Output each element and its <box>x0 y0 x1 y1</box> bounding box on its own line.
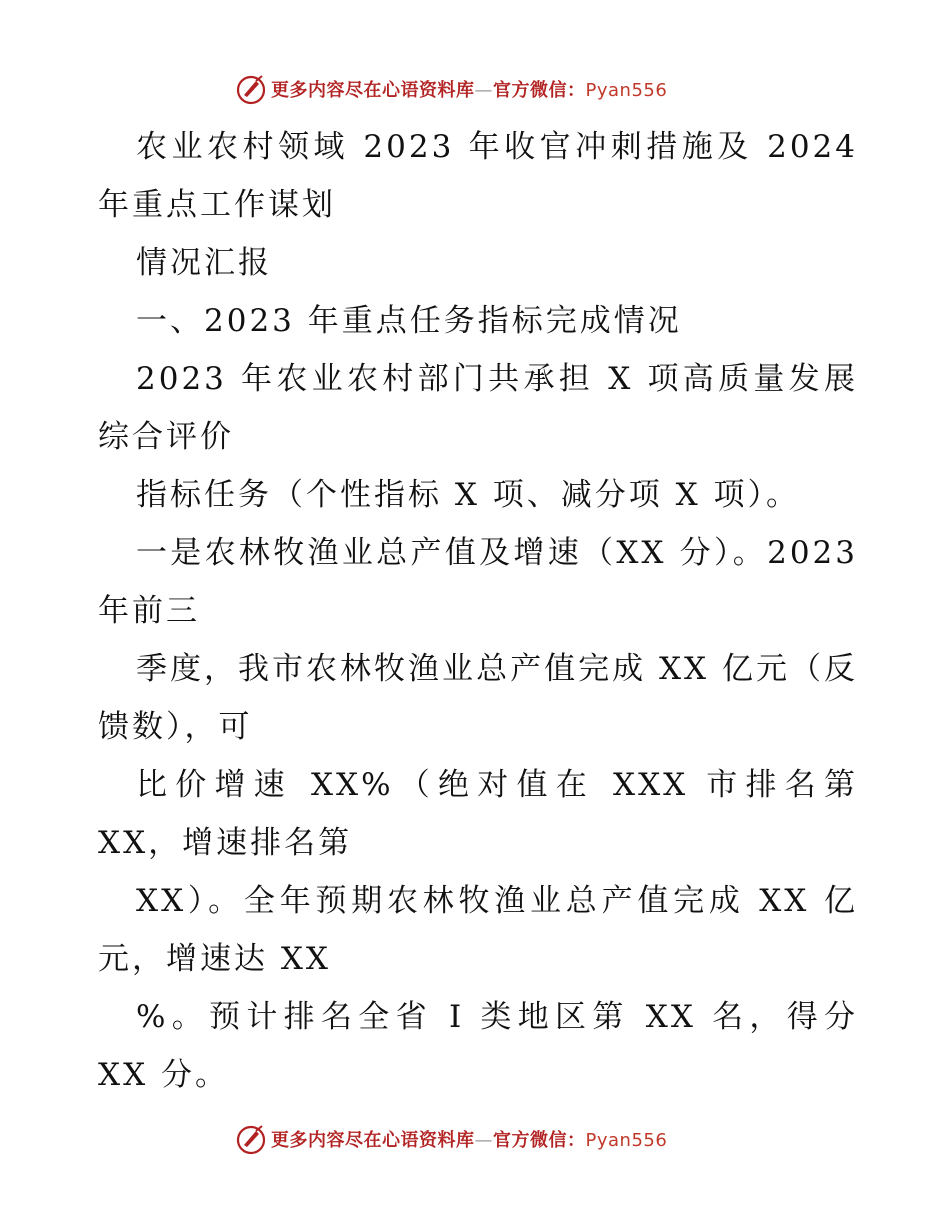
paragraph: 指标任务（个性指标 X 项、减分项 X 项）。 <box>136 477 801 513</box>
paragraph-title: 农业农村领域 2023 年收官冲刺措施及 2024 年重点工作谋划 <box>98 129 858 223</box>
watermark-brand: 更多内容尽在心语资料库 <box>271 80 475 101</box>
paragraph-subtitle: 情况汇报 <box>136 245 272 281</box>
watermark-contact: 官方微信： <box>493 1130 586 1151</box>
paragraph: XX）。全年预期农林牧渔业总产值完成 XX 亿元，增速达 XX <box>98 883 858 977</box>
paragraph: 一是农林牧渔业总产值及增速（XX 分）。2023 年前三 <box>98 535 858 629</box>
paragraph: 比价增速 XX%（绝对值在 XXX 市排名第 XX，增速排名第 <box>98 767 858 861</box>
watermark-separator: — <box>474 1130 493 1151</box>
paragraph: 季度，我市农林牧渔业总产值完成 XX 亿元（反馈数），可 <box>98 651 858 745</box>
paragraph: %。预计排名全省 I 类地区第 XX 名，得分 XX 分。 <box>98 999 858 1093</box>
section-heading: 一、2023 年重点任务指标完成情况 <box>136 303 682 339</box>
watermark-separator: — <box>474 80 493 101</box>
watermark-brand: 更多内容尽在心语资料库 <box>271 1130 475 1151</box>
watermark-account: Pyan556 <box>585 80 668 101</box>
header-watermark <box>235 72 667 106</box>
watermark-contact: 官方微信： <box>493 80 586 101</box>
paragraph: 2023 年农业农村部门共承担 X 项高质量发展综合评价 <box>98 361 858 455</box>
watermark-account: Pyan556 <box>585 1130 668 1151</box>
footer-watermark <box>235 1122 667 1156</box>
document-body <box>98 118 858 1104</box>
quill-logo-icon <box>235 1123 267 1155</box>
quill-logo-icon <box>235 73 267 105</box>
